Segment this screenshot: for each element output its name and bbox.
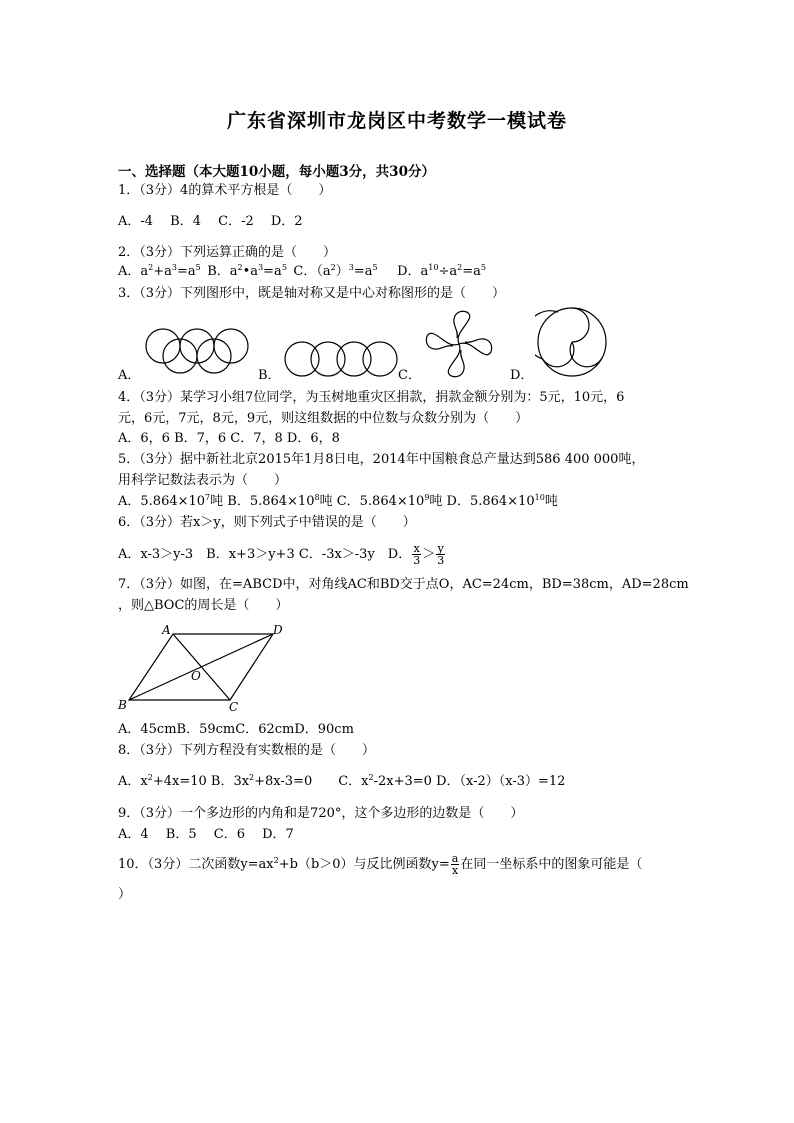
parallelogram-figure (115, 620, 295, 715)
question-7-line-2: ，则△BOC的周长是（ ） (118, 598, 289, 613)
question-9-options: A．4 B．5 C．6 D．7 (118, 827, 294, 842)
point-o: O (191, 669, 201, 683)
question-5-line-2: 用科学记数法表示为（ ） (118, 473, 288, 488)
question-7-line-1: 7．（3分）如图，在=ABCD中，对角线AC和BD交于点O，AC=24cm，BD=38cm，AD=28cm (118, 577, 689, 592)
question-1-options: A．-4 B．4 C．-2 D．2 (118, 214, 303, 229)
question-4-options: A．6，6 B．7，6 C．7，8 D．6，8 (118, 431, 340, 446)
figure-b-circles (283, 339, 403, 379)
option-a-label: A． (118, 368, 141, 383)
option-b-label: B． (258, 368, 281, 383)
question-10-line-1: 10．（3分）二次函数$y=ax^2+b(b>0)$与反比例函数y= $\frac{a}{x}$ 在同一坐标系中的图象可能是（ (118, 852, 643, 877)
point-d: D (273, 623, 283, 637)
figure-c-pinwheel (424, 309, 494, 379)
question-6-stem: 6．（3分）若x＞y，则下列式子中错误的是（ ） (118, 515, 416, 530)
option-d-label: D． (510, 368, 534, 383)
figure-a-circles (140, 324, 255, 374)
question-8-stem: 8．（3分）下列方程没有实数根的是（ ） (118, 743, 376, 758)
question-5-options: A．$5.864\times 10^7$吨 B．$5.864\times 10^8$吨 C．$5.864\times 10^9$吨 D．$5.864\times 10^{10}$吨 (118, 493, 558, 509)
section-heading: 一、选择题（本大题10小题，每小题3分，共30分） (118, 164, 435, 180)
question-7-options: A．45cmB．59cmC．62cmD．90cm (118, 722, 354, 737)
question-5-line-1: 5．（3分）据中新社北京2015年1月8日电，2014年中国粮食总产量达到586 400 000吨， (118, 452, 645, 467)
question-1-stem: 1．（3分）4的算术平方根是（ ） (118, 183, 332, 198)
page-title: 广东省深圳市龙岗区中考数学一模试卷 (226, 110, 567, 132)
fraction-x-over-3: $\frac{x}{3}$ (413, 542, 421, 567)
question-4-line-1: 4．（3分）某学习小组7位同学，为玉树地重灾区捐款，捐款金额分别为：5元，10元，6 (118, 390, 625, 405)
fraction-y-over-3: $\frac{y}{3}$ (437, 542, 445, 567)
point-c: C (229, 700, 239, 714)
question-9-stem: 9．（3分）一个多边形的内角和是720°，这个多边形的边数是（ ） (118, 806, 524, 821)
question-8-options: A．$x^2+4x=10$ B．$3x^2+8x-3=0$ C．$x^2-2x+3=0$ D．（x-2）（x-3）=12 (118, 773, 566, 789)
figure-d-circle-swirl (535, 305, 609, 379)
question-3-stem: 3．（3分）下列图形中，既是轴对称又是中心对称图形的是（ ） (118, 286, 506, 301)
question-6-options: A．x-3＞y-3 B．x+3＞y+3 C．-3x＞-3y D． $\frac{x}{3}$ ＞ $\frac{y}{3}$ (118, 542, 445, 567)
question-2-options: A．$a^2+a^3=a^5$ B．$a^2•a^3=a^5$ C．$(a^2)^3=a^5$ D．$a^{10}\div a^2=a^5$ (118, 263, 486, 279)
point-b: B (118, 698, 127, 712)
fraction-a-over-x: $\frac{a}{x}$ (451, 852, 459, 877)
option-c-label: C． (398, 368, 421, 383)
question-4-line-2: 元，6元，7元，8元，9元，则这组数据的中位数与众数分别为（ ） (118, 411, 529, 426)
question-2-stem: 2．（3分）下列运算正确的是（ ） (118, 245, 337, 260)
point-a: A (162, 623, 171, 637)
question-10-line-2: ） (118, 887, 132, 902)
